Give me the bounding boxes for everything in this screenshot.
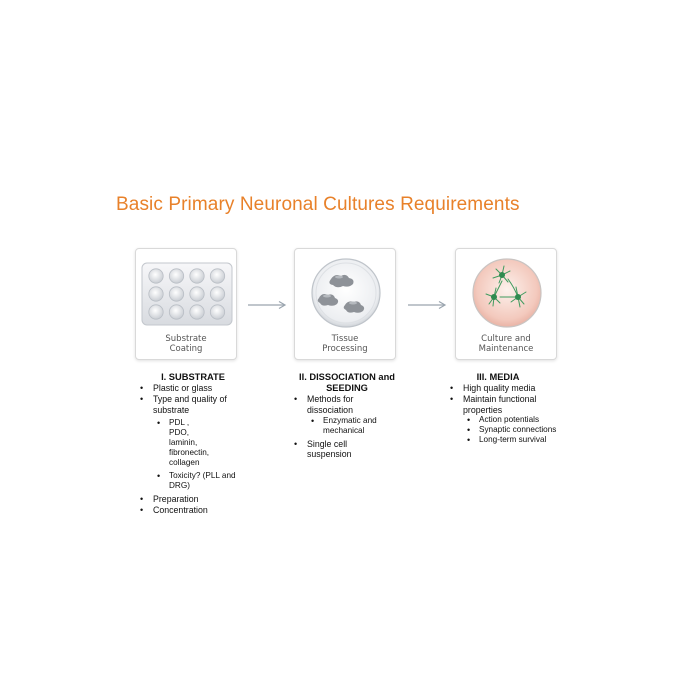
plate-well <box>169 269 183 283</box>
list-item: • Maintain functional properties <box>448 394 588 416</box>
step-caption-line2: Processing <box>322 344 368 354</box>
section-heading: III. MEDIA <box>476 372 520 382</box>
list-item: • PDL , PDO, laminin, fibronectin, collagen <box>138 418 248 468</box>
step-card-substrate-coating <box>135 248 237 360</box>
diagram-title: Basic Primary Neuronal Cultures Requirements <box>116 194 520 215</box>
section-dissociation-seeding <box>292 372 402 460</box>
well-plate-icon <box>136 255 238 335</box>
tissue-dish-icon <box>295 253 397 333</box>
section-heading-line2: SEEDING <box>326 383 368 393</box>
list-item: • Concentration <box>138 505 248 516</box>
list-item: • Synaptic connections <box>448 425 588 435</box>
list-item: • Plastic or glass <box>138 383 248 394</box>
plate-well <box>169 287 183 301</box>
step-caption-line1: Tissue <box>331 334 359 344</box>
step-caption-line1: Substrate <box>165 334 207 344</box>
plate-well <box>210 305 224 319</box>
list-item: • Action potentials <box>448 415 588 425</box>
section-substrate <box>138 372 248 516</box>
step-caption-line2: Maintenance <box>478 344 534 354</box>
arrow-icon <box>408 300 448 310</box>
step-card-tissue-processing <box>294 248 396 360</box>
list-item: • Single cell suspension <box>292 439 402 461</box>
section-heading: I. SUBSTRATE <box>161 372 225 382</box>
plate-well <box>190 305 204 319</box>
list-item: • Preparation <box>138 494 248 505</box>
section-heading-line1: II. DISSOCIATION and <box>299 372 395 382</box>
plate-well <box>149 269 163 283</box>
list-item: • Type and quality of substrate <box>138 394 248 416</box>
list-item: • Enzymatic and mechanical <box>292 416 402 436</box>
list-item: • High quality media <box>448 383 588 394</box>
plate-well <box>210 269 224 283</box>
list-item: • Toxicity? (PLL and DRG) <box>138 471 248 491</box>
list-item: • Long-term survival <box>448 435 588 445</box>
plate-well <box>190 287 204 301</box>
plate-well <box>210 287 224 301</box>
plate-well <box>149 305 163 319</box>
step-caption-line1: Culture and <box>481 334 531 344</box>
step-caption-line2: Coating <box>169 344 203 354</box>
plate-well <box>169 305 183 319</box>
step-card-culture-maintenance <box>455 248 557 360</box>
arrow-icon <box>248 300 288 310</box>
neuron-dish-icon <box>456 253 558 333</box>
section-media <box>448 372 588 445</box>
plate-well <box>149 287 163 301</box>
plate-well <box>190 269 204 283</box>
list-item: • Methods for dissociation <box>292 394 402 416</box>
